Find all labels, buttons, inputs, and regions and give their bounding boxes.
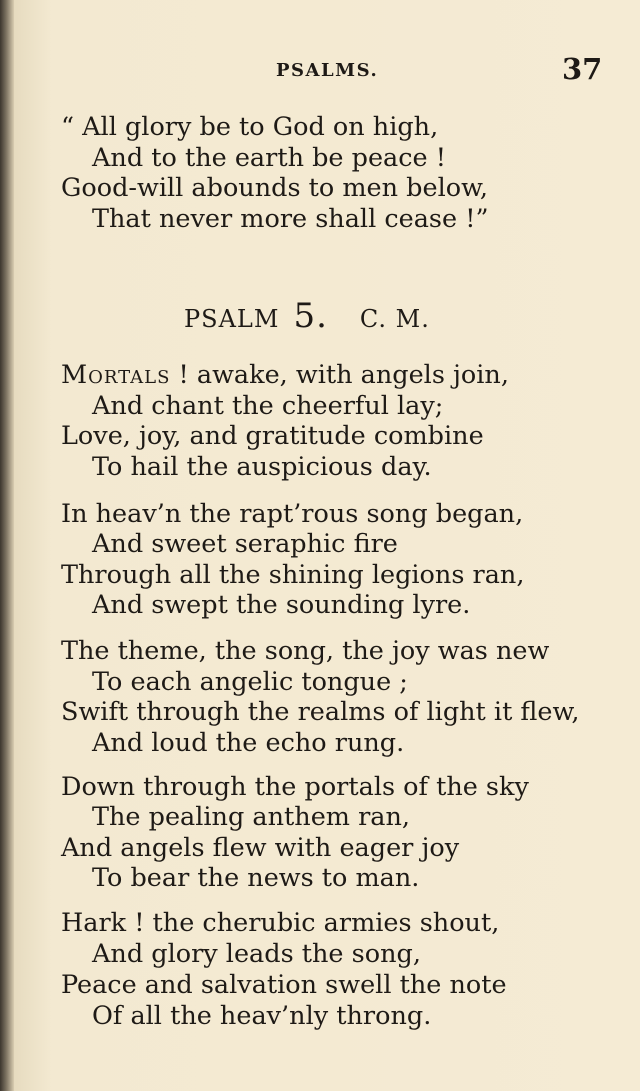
verse-line: In heav’n the rapt’rous song began, (61, 499, 524, 529)
running-head: PSALMS. (276, 60, 379, 81)
verse-line: And sweet seraphic fire (92, 529, 398, 559)
verse-line: Love, joy, and gratitude combine (61, 421, 484, 451)
psalm-number: 5. (293, 296, 328, 336)
verse-line: To bear the news to man. (92, 863, 420, 893)
psalm-meter: C. M. (359, 305, 430, 333)
verse-line: The pealing anthem ran, (92, 802, 411, 832)
verse-line: To each angelic tongue ; (92, 667, 408, 697)
verse-line: Good-will abounds to men below, (61, 173, 488, 203)
verse-line: Through all the shining legions ran, (61, 560, 525, 590)
verse-line: Swift through the realms of light it flew, (61, 697, 580, 727)
verse-line: And loud the echo rung. (92, 728, 405, 758)
verse-line: And to the earth be peace ! (92, 143, 446, 173)
book-spine-shadow (0, 0, 14, 1091)
psalm-label: PSALM (184, 305, 280, 333)
first-line-rest: ! awake, with angels join, (170, 360, 509, 390)
page-header (14, 52, 640, 92)
verse-line (61, 360, 509, 390)
verse-line: And angels flew with eager joy (61, 833, 460, 863)
verse-line: Hark ! the cherubic armies shout, (61, 908, 500, 938)
verse-line: The theme, the song, the joy was new (61, 636, 550, 666)
verse-line: “ All glory be to God on high, (61, 112, 439, 142)
first-word: Mortals (61, 360, 171, 390)
page-number: 37 (562, 52, 603, 86)
verse-line: And chant the cheerful lay; (92, 391, 444, 421)
book-page (14, 0, 640, 1091)
psalm-title (184, 296, 430, 336)
verse-line: And swept the sounding lyre. (92, 590, 471, 620)
verse-line: Down through the portals of the sky (61, 772, 529, 802)
verse-line: And glory leads the song, (92, 939, 421, 969)
verse-line: That never more shall cease !” (92, 204, 489, 234)
verse-line: To hail the auspicious day. (92, 452, 432, 482)
verse-line: Peace and salvation swell the note (61, 970, 507, 1000)
verse-line: Of all the heav’nly throng. (92, 1001, 432, 1031)
